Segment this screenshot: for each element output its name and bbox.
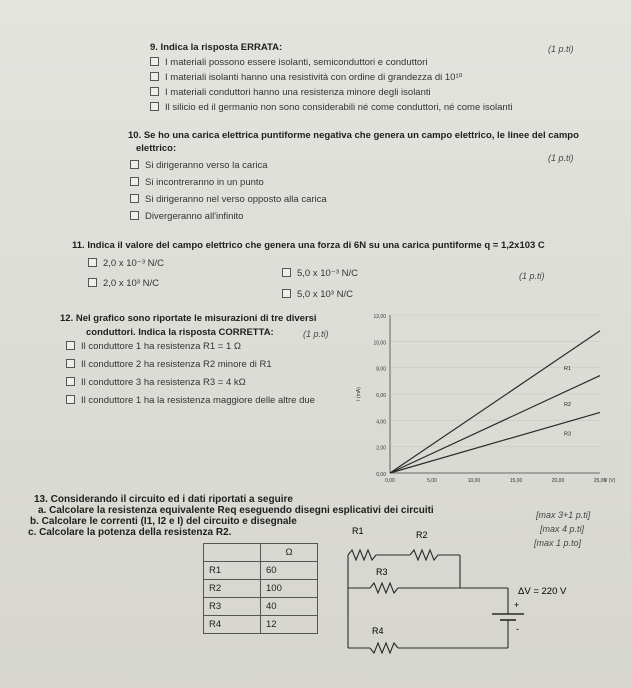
table-row (204, 580, 318, 598)
q10-points: (1 p.ti) (548, 153, 574, 163)
q11-option-2[interactable] (282, 268, 358, 279)
q11-option-2-label: 5,0 x 10⁻³ N/C (297, 268, 358, 279)
checkbox[interactable] (150, 102, 159, 111)
q12-title-line2: conduttori. Indica la risposta CORRETTA: (86, 327, 274, 338)
y-tick-label: 0,00 (376, 472, 386, 478)
x-axis-label: V (V) (604, 478, 616, 484)
table-header-cell: Ω (261, 544, 318, 562)
table-row (204, 598, 318, 616)
r1-label: R1 (352, 526, 364, 536)
r3-resistor (370, 583, 398, 593)
q10-title-line1: 10. Se ho una carica elettrica puntiforme negativa che genera un campo elettrico, le linee del campo (128, 130, 579, 141)
q10-option-3-label: Si dirigeranno nel verso opposto alla carica (145, 194, 327, 205)
r4-resistor (370, 643, 398, 653)
q10-option-4[interactable] (130, 211, 243, 222)
x-tick-label: 25,00 (593, 478, 607, 484)
q9-option-4[interactable] (150, 102, 512, 113)
checkbox[interactable] (66, 341, 75, 350)
series-line-r2 (390, 376, 600, 473)
q11-option-3-label: 2,0 x 10³ N/C (103, 278, 159, 289)
checkbox[interactable] (282, 289, 291, 298)
q12-option-1[interactable] (66, 341, 241, 352)
checkbox[interactable] (282, 268, 291, 277)
table-row (204, 616, 318, 634)
q12-option-2-label: Il conduttore 2 ha resistenza R2 minore di R1 (81, 359, 272, 370)
q10-option-1[interactable] (130, 160, 268, 171)
q11-option-1[interactable] (88, 258, 164, 269)
checkbox[interactable] (150, 72, 159, 81)
table-header-row (204, 544, 318, 562)
q10-option-2[interactable] (130, 177, 264, 188)
minus-sign: - (516, 624, 519, 634)
x-tick-label: 0,00 (385, 478, 395, 484)
q10-option-4-label: Divergeranno all'infinito (145, 211, 244, 222)
series-line-r3 (390, 412, 600, 473)
q11-option-4[interactable] (282, 289, 353, 300)
y-tick-label: 6,00 (376, 393, 386, 399)
r1-resistor (348, 550, 376, 560)
circuit-diagram (330, 520, 620, 688)
checkbox[interactable] (66, 377, 75, 386)
q13-part-a: a. Calcolare la resistenza equivalente Req eseguendo disegni esplicativi dei circuiti (38, 505, 434, 516)
y-tick-label: 12,00 (373, 314, 386, 320)
table-row (204, 562, 318, 580)
table-cell: R3 (204, 598, 261, 616)
q10-option-3[interactable] (130, 194, 327, 205)
checkbox[interactable] (130, 194, 139, 203)
q10-option-1-label: Si dirigeranno verso la carica (145, 160, 268, 171)
resistance-table (203, 543, 318, 634)
checkbox[interactable] (130, 160, 139, 169)
checkbox[interactable] (88, 258, 97, 267)
iv-chart (350, 305, 625, 495)
q12-option-4[interactable] (66, 395, 315, 406)
checkbox[interactable] (66, 359, 75, 368)
series-label-r1: R1 (564, 366, 572, 373)
q9-option-4-label: Il silicio ed il germanio non sono considerabili né come conduttori, né come isolanti (165, 102, 513, 113)
q9-option-2[interactable] (150, 72, 462, 83)
x-tick-label: 15,00 (509, 478, 523, 484)
x-tick-label: 10,00 (467, 478, 481, 484)
q11-option-4-label: 5,0 x 10³ N/C (297, 289, 353, 300)
q9-option-2-label: I materiali isolanti hanno una resistività con ordine di grandezza di 10¹⁰ (165, 72, 463, 83)
q10-title-line2: elettrico: (136, 143, 177, 154)
q9-option-1[interactable] (150, 57, 427, 68)
checkbox[interactable] (130, 211, 139, 220)
q11-option-3[interactable] (88, 278, 159, 289)
r4-label: R4 (372, 626, 384, 636)
table-cell: R1 (204, 562, 261, 580)
q12-option-3-label: Il conduttore 3 ha resistenza R3 = 4 kΩ (81, 377, 246, 388)
q13-part-c: c. Calcolare la potenza della resistenza R2. (28, 527, 232, 538)
q11-points: (1 p.ti) (519, 271, 545, 281)
q13-points-a: [max 3+1 p.ti] (536, 510, 591, 520)
y-tick-label: 10,00 (373, 340, 386, 347)
q12-option-4-label: Il conduttore 1 ha la resistenza maggiore delle altre due (81, 395, 315, 406)
q12-title-line1: 12. Nel grafico sono riportate le misurazioni di tre diversi (60, 313, 317, 324)
table-cell: R2 (204, 580, 261, 598)
series-label-r2: R2 (564, 402, 572, 409)
q13-points-b: [max 4 p.ti] (540, 524, 585, 534)
table-cell: 100 (261, 580, 318, 598)
checkbox[interactable] (130, 177, 139, 186)
r2-label: R2 (416, 530, 428, 540)
q9-option-3[interactable] (150, 87, 431, 98)
checkbox[interactable] (88, 278, 97, 287)
q10-option-2-label: Si incontreranno in un punto (145, 177, 264, 188)
table-cell: 40 (261, 598, 318, 616)
checkbox[interactable] (150, 87, 159, 96)
table-cell: 60 (261, 562, 318, 580)
table-header-cell (204, 544, 261, 562)
r3-label: R3 (376, 567, 388, 577)
y-tick-label: 2,00 (376, 445, 386, 452)
table-cell: 12 (261, 616, 318, 634)
q12-option-3[interactable] (66, 377, 246, 388)
y-tick-label: 4,00 (376, 419, 386, 426)
r2-resistor (410, 550, 438, 560)
q12-points: (1 p.ti) (303, 329, 329, 339)
q9-option-1-label: I materiali possono essere isolanti, semiconduttori e conduttori (165, 57, 428, 68)
checkbox[interactable] (66, 395, 75, 404)
checkbox[interactable] (150, 57, 159, 66)
q9-points: (1 p.ti) (548, 44, 574, 54)
q13-part-b: b. Calcolare le correnti (I1, I2 e I) del circuito e disegnale (30, 516, 297, 527)
q12-option-2[interactable] (66, 359, 272, 370)
table-cell: R4 (204, 616, 261, 634)
q11-title: 11. Indica il valore del campo elettrico che genera una forza di 6N su una carica puntiforme q = 1,2x103 C (72, 240, 545, 251)
q9-option-3-label: I materiali conduttori hanno una resistenza minore degli isolanti (165, 87, 431, 98)
y-axis-label: I (mA) (356, 387, 362, 401)
q12-option-1-label: Il conduttore 1 ha resistenza R1 = 1 Ω (81, 341, 241, 352)
x-tick-label: 20,00 (551, 478, 565, 484)
x-tick-label: 5,00 (427, 478, 437, 484)
q11-option-1-label: 2,0 x 10⁻³ N/C (103, 258, 164, 269)
series-label-r3: R3 (564, 431, 572, 438)
y-tick-label: 8,00 (376, 366, 386, 373)
q13-title: 13. Considerando il circuito ed i dati riportati a seguire (34, 494, 293, 505)
plus-sign: + (514, 600, 520, 610)
voltage-label: ΔV = 220 V (518, 586, 567, 597)
q9-title: 9. Indica la risposta ERRATA: (150, 42, 283, 53)
q13-points-c: [max 1 p.to] (534, 538, 582, 548)
